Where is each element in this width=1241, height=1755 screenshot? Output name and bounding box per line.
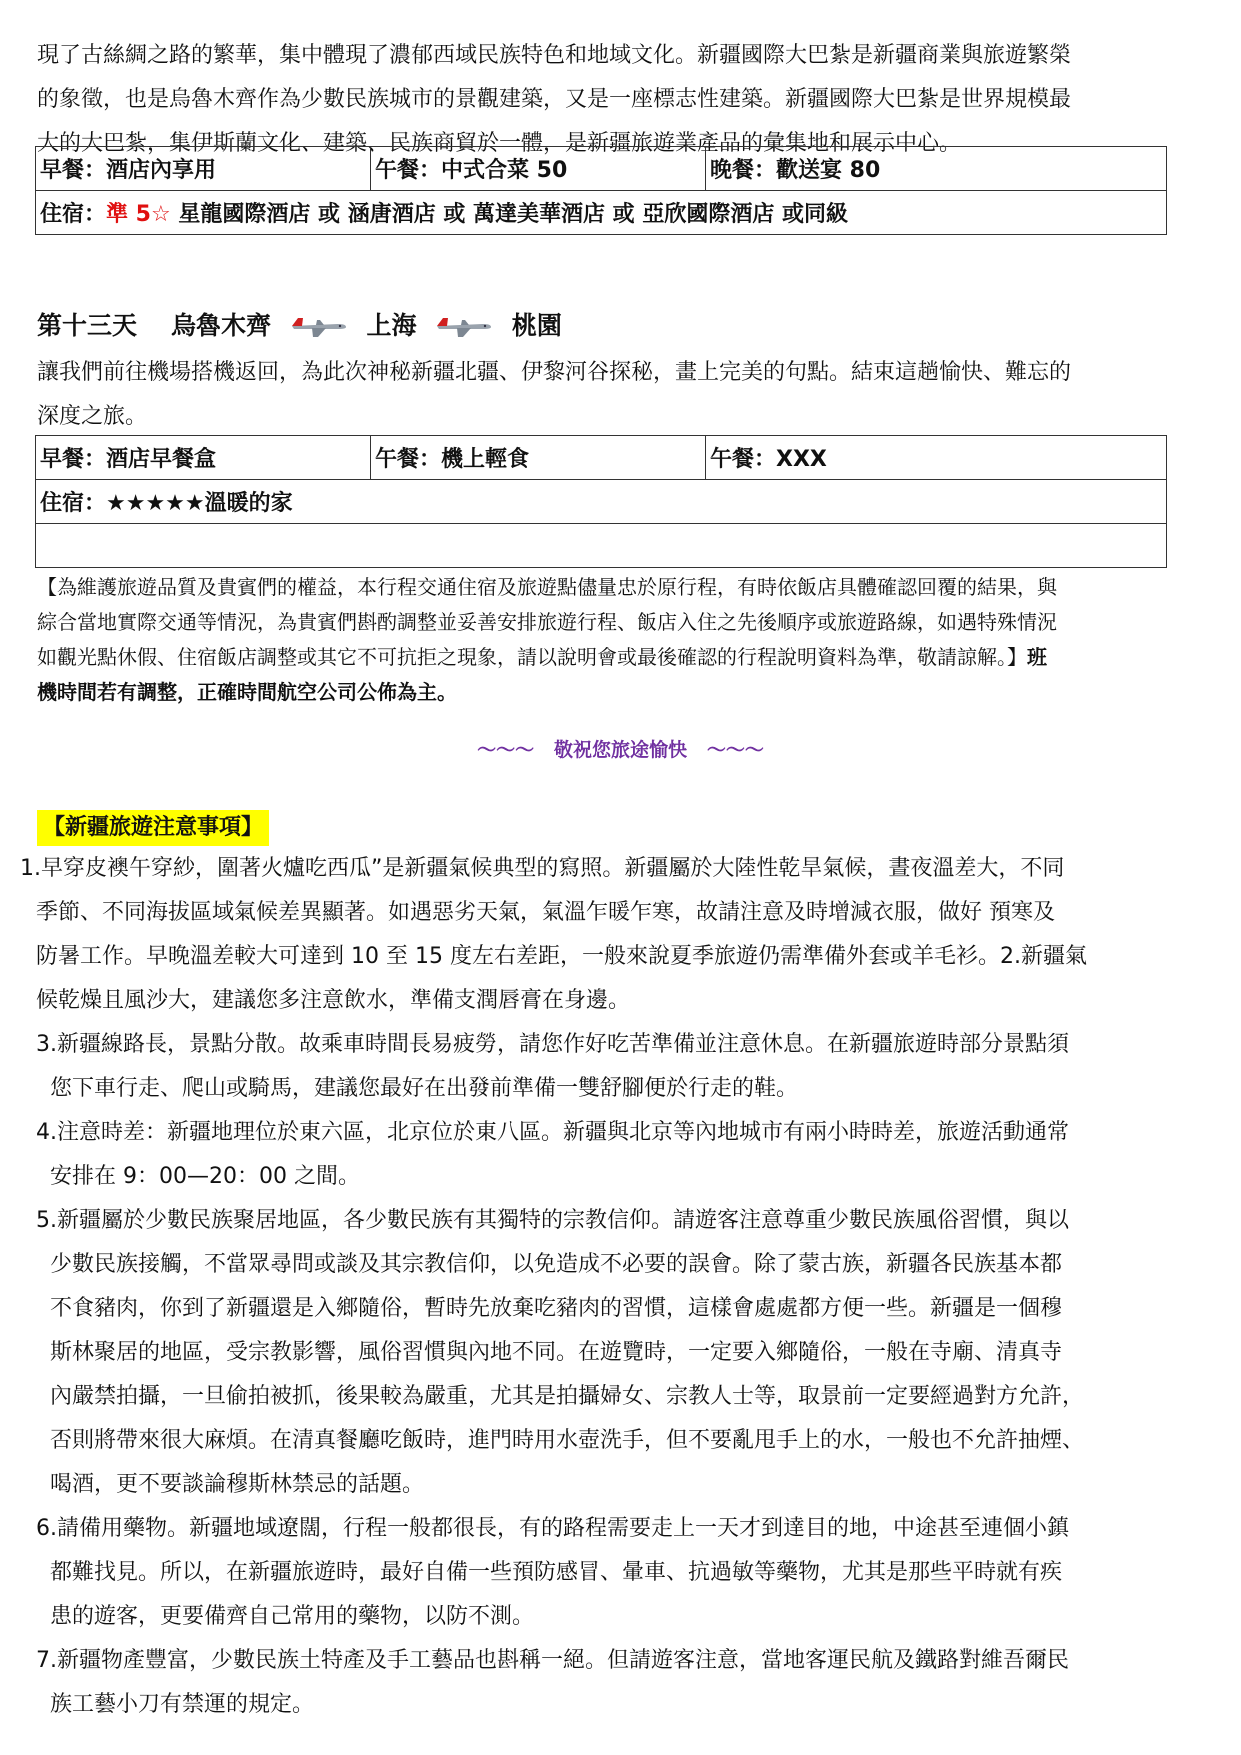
- airplane-icon: [290, 312, 348, 338]
- intro-line: 的象徵，也是烏魯木齊作為少數民族城市的景觀建築，又是一座標志性建築。新疆國際大巴紮是世界規模最: [37, 87, 1072, 112]
- tips-line: 4.注意時差：新疆地理位於東六區，北京位於東八區。新疆與北京等內地城市有兩小時時差，旅遊活動通常: [36, 1120, 1069, 1145]
- tips-line: 季節、不同海拔區域氣候差異顯著。如遇惡劣天氣，氣溫乍暖乍寒，故請注意及時增減衣服，做好 預寒及: [36, 900, 1055, 925]
- lunch-cell: 午餐：機上輕食: [371, 436, 706, 480]
- notice-text: 如觀光點休假、住宿飯店調整或其它不可抗拒之現象，請以說明會或最後確認的行程說明資料為準，敬請諒解。】: [37, 645, 1027, 669]
- tips-line: 都難找見。所以，在新疆旅遊時，最好自備一些預防感冒、暈車、抗過敏等藥物，尤其是那些平時就有疾: [50, 1560, 1063, 1585]
- hotel-list: 星龍國際酒店 或 涵唐酒店 或 萬達美華酒店 或 亞欣國際酒店 或同級: [170, 202, 848, 227]
- tips-line: 3.新疆線路長，景點分散。故乘車時間長易疲勞，請您作好吃苦準備並注意休息。在新疆旅遊時部分景點須: [36, 1032, 1069, 1057]
- tips-line: 6.請備用藥物。新疆地域遼闊，行程一般都很長，有的路程需要走上一天才到達目的地，中途甚至連個小鎮: [36, 1516, 1069, 1541]
- notice-line: 【為維護旅遊品質及貴賓們的權益，本行程交通住宿及旅遊點儘量忠於原行程，有時依飯店具體確認回覆的結果，與: [37, 575, 1057, 599]
- meal-table-day12: [35, 146, 1167, 235]
- tips-heading: 【新疆旅遊注意事項】: [37, 810, 269, 846]
- day-label: 第十三天: [37, 311, 138, 340]
- tips-line: 少數民族接觸，不當眾尋問或談及其宗教信仰，以免造成不必要的誤會。除了蒙古族，新疆各民族基本都: [50, 1252, 1063, 1277]
- breakfast-cell: 早餐：酒店內享用: [36, 147, 371, 191]
- tips-line: 7.新疆物產豐富，少數民族土特產及手工藝品也斟稱一絕。但請遊客注意，當地客運民航及鐵路對維吾爾民: [36, 1648, 1069, 1673]
- city-urumqi: 烏魯木齊: [171, 311, 272, 340]
- travel-wish: ～～～ 敬祝您旅途愉快 ～～～: [477, 739, 764, 761]
- day13-paragraph: [37, 351, 1207, 439]
- dinner-cell: 午餐：XXX: [706, 436, 1167, 480]
- tips-line: 1.早穿皮襖午穿紗，圍著火爐吃西瓜”是新疆氣候典型的寫照。新疆屬於大陸性乾旱氣候，晝夜溫差大，不同: [20, 856, 1065, 881]
- itinerary-notice: [37, 570, 1209, 710]
- day-title: [37, 306, 562, 346]
- tips-list: [20, 847, 1210, 1727]
- tips-line: 安排在 9：00—20：00 之間。: [50, 1164, 360, 1189]
- tips-line: 5.新疆屬於少數民族聚居地區，各少數民族有其獨特的宗教信仰。請遊客注意尊重少數民族風俗習慣，與以: [36, 1208, 1069, 1233]
- tips-line: 不食豬肉，你到了新疆還是入鄉隨俗，暫時先放棄吃豬肉的習慣，這樣會處處都方便一些。新疆是一個穆: [50, 1296, 1063, 1321]
- day13-line: 深度之旅。: [37, 404, 148, 429]
- tips-line: 喝酒，更不要談論穆斯林禁忌的話題。: [50, 1472, 425, 1497]
- intro-line: 現了古絲綢之路的繁華，集中體現了濃郁西域民族特色和地域文化。新疆國際大巴紮是新疆商業與旅遊繁榮: [37, 43, 1072, 68]
- accommodation-label: 住宿：: [40, 202, 107, 227]
- notice-line: [37, 640, 1209, 675]
- notice-line: [37, 675, 1209, 710]
- tips-line: 候乾燥且風沙大，建議您多注意飲水，準備支潤唇膏在身邊。: [36, 988, 631, 1013]
- city-taoyuan: 桃園: [511, 311, 562, 340]
- tips-line: 防暑工作。早晚溫差較大可達到 10 至 15 度左右差距，一般來說夏季旅遊仍需準備外套或羊毛衫。2.新疆氣: [36, 944, 1087, 969]
- accommodation-cell: 住宿：★★★★★溫暖的家: [36, 480, 1167, 524]
- tips-line: 患的遊客，更要備齊自己常用的藥物，以防不測。: [50, 1604, 535, 1629]
- notice-bold: 機時間若有調整，正確時間航空公司公佈為主。: [37, 680, 457, 704]
- empty-cell: [36, 524, 1167, 568]
- day13-line: 讓我們前往機場搭機返回，為此次神秘新疆北疆、伊黎河谷探秘，畫上完美的句點。結束這趟愉快、難忘的: [37, 360, 1072, 385]
- intro-line: 大的大巴紮，集伊斯蘭文化、建築、民族商貿於一體，是新疆旅遊業產品的彙集地和展示中心。: [37, 131, 962, 156]
- tips-line: 否則將帶來很大麻煩。在清真餐廳吃飯時，進門時用水壺洗手，但不要亂甩手上的水，一般也不允許抽煙、: [50, 1428, 1085, 1453]
- tips-line: 族工藝小刀有禁運的規定。: [50, 1692, 315, 1717]
- city-shanghai: 上海: [366, 311, 417, 340]
- lunch-cell: 午餐：中式合菜 50: [371, 147, 706, 191]
- dinner-cell: 晚餐：歡送宴 80: [706, 147, 1167, 191]
- meal-table-day13: [35, 435, 1167, 568]
- hotel-grade: 準 5☆: [106, 202, 171, 227]
- breakfast-cell: 早餐：酒店早餐盒: [36, 436, 371, 480]
- tips-line: 斯林聚居的地區，受宗教影響，風俗習慣與內地不同。在遊覽時，一定要入鄉隨俗，一般在寺廟、清真寺: [50, 1340, 1063, 1365]
- accommodation-cell: [36, 191, 1167, 235]
- tips-line: 您下車行走、爬山或騎馬，建議您最好在出發前準備一雙舒腳便於行走的鞋。: [50, 1076, 799, 1101]
- tips-line: 內嚴禁拍攝，一旦偷拍被抓，後果較為嚴重，尤其是拍攝婦女、宗教人士等，取景前一定要經過對方允許，: [50, 1384, 1085, 1409]
- notice-line: 綜合當地實際交通等情況，為貴賓們斟酌調整並妥善安排旅遊行程、飯店入住之先後順序或旅遊路線，如遇特殊情況: [37, 610, 1057, 634]
- airplane-icon: [435, 312, 493, 338]
- notice-bold: 班: [1027, 645, 1047, 669]
